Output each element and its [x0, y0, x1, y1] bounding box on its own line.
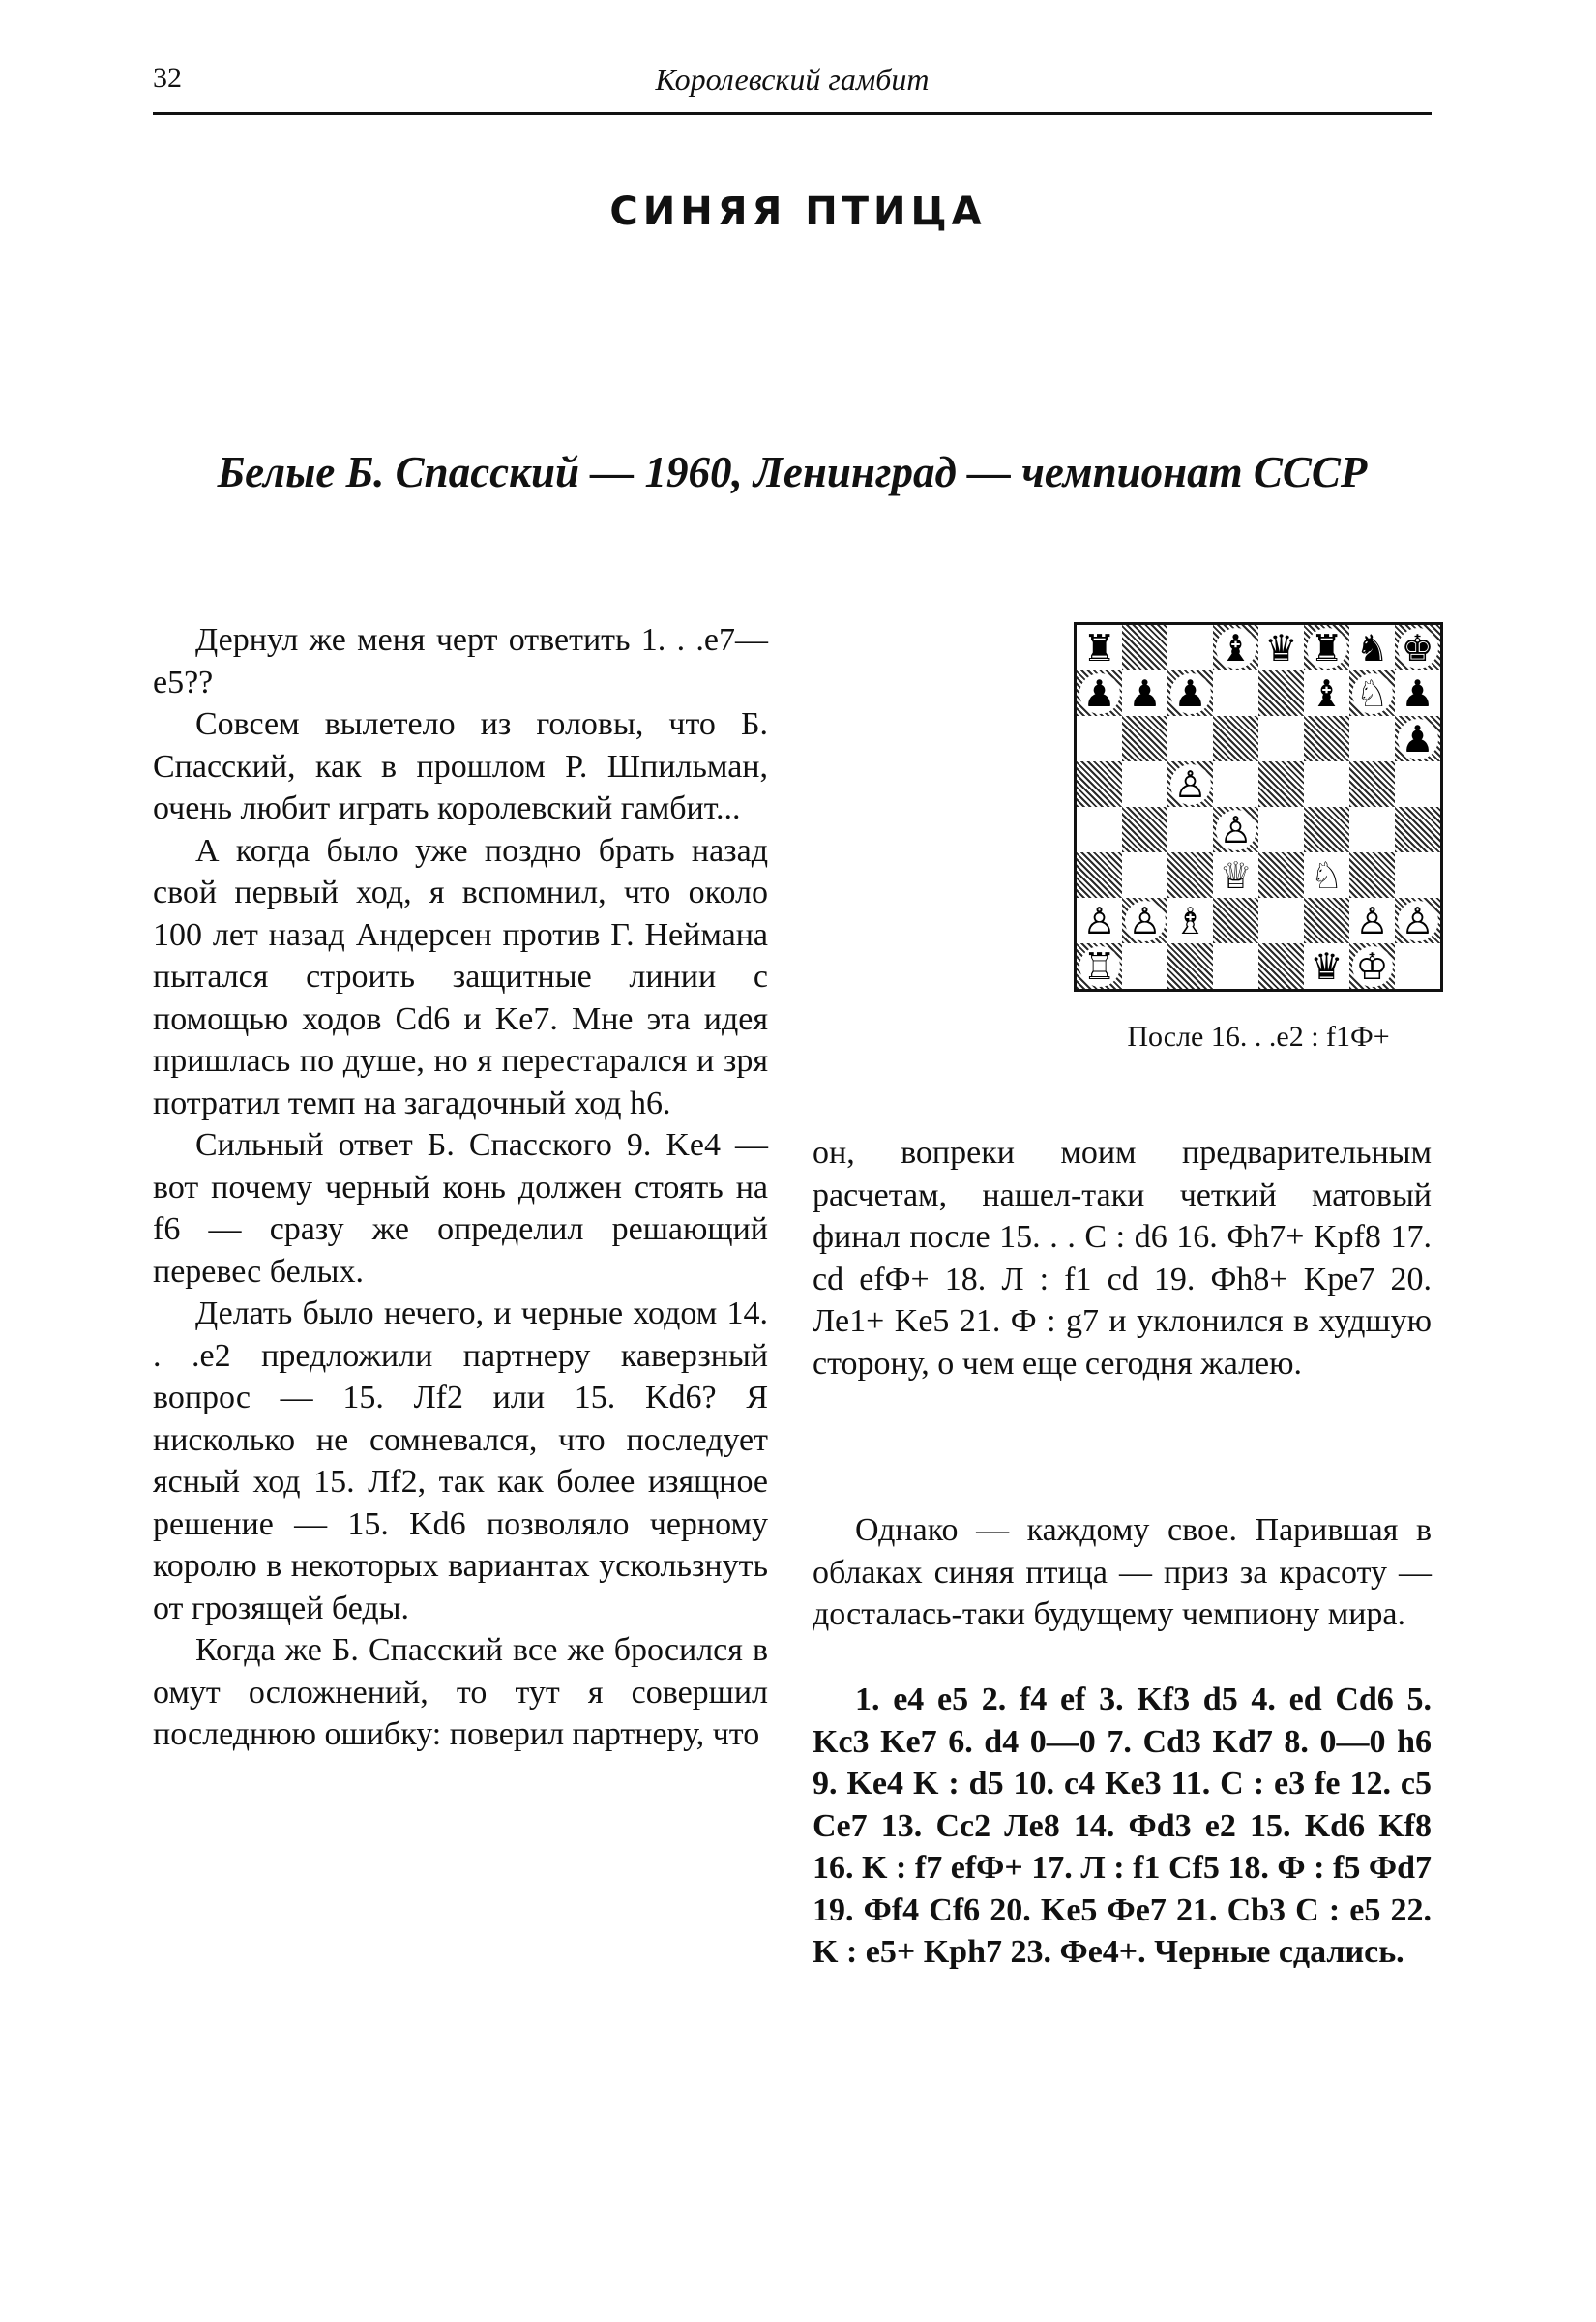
square-d4: [1213, 807, 1258, 852]
square-b2: [1122, 898, 1167, 943]
running-title: Королевский гамбит: [655, 62, 930, 97]
square-a1: [1077, 943, 1122, 989]
chess-piece: ♙: [1082, 899, 1116, 942]
square-h7: [1395, 670, 1440, 716]
square-g5: [1349, 761, 1395, 807]
square-c6: [1167, 716, 1213, 761]
square-c3: [1167, 852, 1213, 898]
paragraph: Совсем вылетело из головы, что Б. Спасский, как в прошлом Р. Шпильман, очень любит играть королевский гамбит...: [153, 706, 768, 826]
square-e4: [1258, 807, 1304, 852]
square-a4: [1077, 807, 1122, 852]
square-e2: [1258, 898, 1304, 943]
chess-piece: ♙: [1216, 810, 1256, 850]
chess-piece: ♙: [1355, 899, 1389, 942]
square-b7: [1122, 670, 1167, 716]
square-e1: [1258, 943, 1304, 989]
page-number: 32: [153, 62, 182, 94]
square-f6: [1304, 716, 1349, 761]
chess-piece: ♔: [1352, 946, 1393, 987]
square-b3: [1122, 852, 1167, 898]
square-e5: [1258, 761, 1304, 807]
left-column: [153, 619, 768, 1756]
paragraph: он, вопреки моим предварительным расчетам, нашел-таки четкий матовый финал после 15. . . С : d6 16. Фh7+ Kpf8 17. cd efФ+ 18. Л : f1 cd 19. Фh8+ Kpe7 20. Лe1+ Ke5 21. Ф : g7 и уклонился в худшую сторону, о чем еще сегодня жалею.: [813, 1135, 1432, 1382]
chess-piece: ♖: [1079, 946, 1120, 987]
chess-piece: ♝: [1216, 628, 1256, 669]
square-g4: [1349, 807, 1395, 852]
square-h6: [1395, 716, 1440, 761]
paragraph: А когда было уже поздно брать назад свой первый ход, я вспомнил, что около 100 лет назад Андерсен против Г. Неймана пытался строить защитные линии с помощью ходов Cd6 и Ke7. Мне эта идея пришлась по душе, но я перестарался и зря потратил темп на загадочный ход h6.: [153, 832, 768, 1121]
chess-piece: ♘: [1352, 673, 1393, 714]
square-c4: [1167, 807, 1213, 852]
square-d1: [1213, 943, 1258, 989]
square-e7: [1258, 670, 1304, 716]
square-a6: [1077, 716, 1122, 761]
chess-piece: ♙: [1398, 901, 1438, 941]
page-header: [153, 62, 1432, 104]
square-c7: [1167, 670, 1213, 716]
game-subtitle: Белые Б. Спасский — 1960, Ленинград — чемпионат СССР: [217, 448, 1368, 496]
chess-piece: ♟: [1128, 671, 1162, 715]
square-c2: [1167, 898, 1213, 943]
chess-piece: ♚: [1398, 628, 1438, 669]
chess-piece: ♙: [1170, 764, 1211, 805]
square-b6: [1122, 716, 1167, 761]
square-a2: [1077, 898, 1122, 943]
paragraph: Однако — каждому свое. Парившая в облаках синяя птица — приз за красоту — досталась-таки будущему чемпиону мира.: [813, 1512, 1432, 1632]
square-a7: [1077, 670, 1122, 716]
square-f4: [1304, 807, 1349, 852]
chess-piece: ♙: [1125, 901, 1166, 941]
chess-piece: ♛: [1264, 626, 1298, 670]
square-g7: [1349, 670, 1395, 716]
chess-piece: ♞: [1355, 626, 1389, 670]
square-a3: [1077, 852, 1122, 898]
square-f1: [1304, 943, 1349, 989]
square-h2: [1395, 898, 1440, 943]
chapter-title: СИНЯЯ ПТИЦА: [609, 190, 987, 234]
square-a8: [1077, 625, 1122, 670]
square-c5: [1167, 761, 1213, 807]
diagram-caption: После 16. . .е2 : f1Ф+: [1127, 1021, 1390, 1053]
right-column-paragraph: [813, 1509, 1432, 1636]
square-f5: [1304, 761, 1349, 807]
square-d8: [1213, 625, 1258, 670]
square-d3: [1213, 852, 1258, 898]
square-g3: [1349, 852, 1395, 898]
square-d5: [1213, 761, 1258, 807]
chess-piece: ♛: [1310, 944, 1344, 988]
chess-piece: ♝: [1310, 671, 1344, 715]
square-h4: [1395, 807, 1440, 852]
square-g8: [1349, 625, 1395, 670]
chess-piece: ♜: [1082, 626, 1116, 670]
header-rule: [153, 112, 1432, 115]
square-f2: [1304, 898, 1349, 943]
square-e8: [1258, 625, 1304, 670]
square-g6: [1349, 716, 1395, 761]
paragraph: Дернул же меня черт ответить 1. . .е7—е5??: [153, 622, 768, 700]
paragraph: Сильный ответ Б. Спасского 9. Ke4 — вот почему черный конь должен стоять на f6 — сразу же определил решающий перевес белых.: [153, 1127, 768, 1290]
square-h3: [1395, 852, 1440, 898]
chess-piece: ♘: [1310, 853, 1344, 897]
square-g1: [1349, 943, 1395, 989]
paragraph: Когда же Б. Спасский все же бросился в омут осложнений, то тут я совершил последнюю ошибку: поверил партнеру, что: [153, 1632, 768, 1752]
moves-text: 1. е4 е5 2. f4 ef 3. Kf3 d5 4. ed Cd6 5. Kc3 Ke7 6. d4 0—0 7. Cd3 Kd7 8. 0—0 h6 9. Ke4 K : d5 10. c4 Ke3 11. C : e3 fe 12. c5 Ce7 13. Cc2 Лe8 14. Фd3 e2 15. Kd6 Kf8 16. K : f7 efФ+ 17. Л : f1 Cf5 18. Ф : f5 Фd7 19. Фf4 Cf6 20. Ke5 Фe7 21. Cb3 C : e5 22. K : e5+ Kph7 23. Фe4+. Черные сдались.: [813, 1682, 1432, 1970]
square-f7: [1304, 670, 1349, 716]
square-d7: [1213, 670, 1258, 716]
chess-diagram: [1074, 622, 1443, 992]
paragraph: Делать было нечего, и черные ходом 14. . .е2 предложили партнеру каверзный вопрос — 15. Лf2 или 15. Kd6? Я нисколько не сомневался, что последует ясный ход 15. Лf2, так как более изящное решение — 15. Kd6 позволяло черному королю в некоторых вариантах ускользнуть от грозящей беды.: [153, 1295, 768, 1626]
square-f8: [1304, 625, 1349, 670]
square-e3: [1258, 852, 1304, 898]
game-moves: [813, 1679, 1432, 1974]
square-a5: [1077, 761, 1122, 807]
square-h5: [1395, 761, 1440, 807]
chess-piece: ♟: [1398, 719, 1438, 759]
chess-piece: ♗: [1173, 899, 1207, 942]
chess-piece: ♟: [1170, 673, 1211, 714]
right-column-continuation: [813, 1132, 1432, 1384]
square-d6: [1213, 716, 1258, 761]
square-g2: [1349, 898, 1395, 943]
chess-piece: ♟: [1401, 671, 1434, 715]
square-f3: [1304, 852, 1349, 898]
square-c1: [1167, 943, 1213, 989]
square-c8: [1167, 625, 1213, 670]
chess-piece: ♜: [1307, 628, 1347, 669]
square-e6: [1258, 716, 1304, 761]
square-b5: [1122, 761, 1167, 807]
square-d2: [1213, 898, 1258, 943]
square-b4: [1122, 807, 1167, 852]
square-h8: [1395, 625, 1440, 670]
chess-piece: ♕: [1219, 853, 1253, 897]
chess-piece: ♟: [1079, 673, 1120, 714]
square-b8: [1122, 625, 1167, 670]
square-b1: [1122, 943, 1167, 989]
square-h1: [1395, 943, 1440, 989]
